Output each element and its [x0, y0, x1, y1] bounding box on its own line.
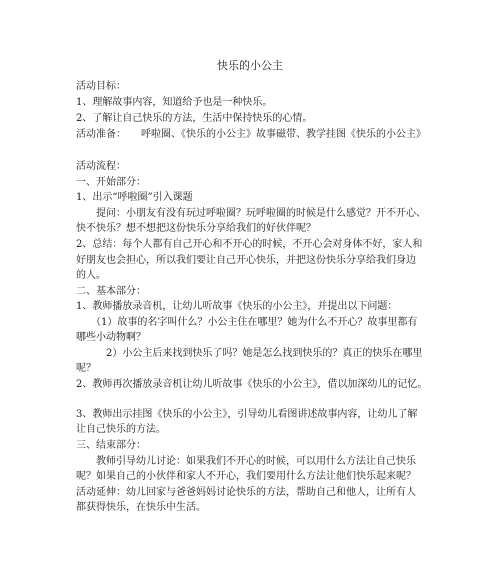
process-heading: 活动流程： — [76, 161, 126, 172]
part-1-item-2-line-1: 2、总结：每个人都有自己开心和不开心的时候，不开心会对身体不好，家人和 — [76, 239, 423, 250]
goal-2: 2、了解让自己快乐的方法，生活中保持快乐的心情。 — [76, 113, 313, 124]
part-2-question-1-line-2: 哪些小动物啊？ — [76, 332, 146, 343]
part-2-item-1: 1、教师播放录音机，让幼儿听故事《快乐的小公主》，并提出以下问题： — [76, 301, 398, 312]
part-2-question-2-line-1: 2）小公主后来找到快乐了吗？她是怎么找到快乐的？真正的快乐在哪里 — [76, 348, 423, 359]
preparation-line: 活动准备： 呼啦圈、《快乐的小公主》故事磁带、教学挂图《快乐的小公主》 — [76, 129, 426, 140]
extension-line-2: 都获得快乐，在快乐中生活。 — [76, 502, 206, 513]
document-title: 快乐的小公主 — [217, 59, 283, 72]
part-3-line-1: 教师引导幼儿讨论：如果我们不开心的时候，可以用什么方法让自己快乐 — [76, 456, 416, 467]
part-1-heading: 一、开始部分： — [76, 177, 146, 188]
goals-heading: 活动目标： — [76, 81, 126, 92]
part-1-item-2-line-2: 好朋友也会担心，所以我们要让自己开心快乐，并把这份快乐分享给我们身边 — [76, 255, 416, 266]
part-3-heading: 三、结束部分： — [76, 440, 146, 451]
part-2-item-2: 2、教师再次播放录音机让幼儿听故事《快乐的小公主》，借以加深幼儿的记忆。 — [76, 379, 428, 390]
part-2-heading: 二、基本部分： — [76, 286, 146, 297]
part-2-item-3-line-2: 让自己快乐的方法。 — [76, 424, 166, 435]
part-1-question-line-2: 快不快乐？想不想把这份快乐分享给我们的好伙伴呢？ — [76, 223, 316, 234]
part-3-line-2: 呢？如果自己的小伙伴和家人不开心，我们要用什么方法让他们快乐起来呢？ — [76, 471, 416, 482]
extension-line-1: 活动延伸：幼儿回家与爸爸妈妈讨论快乐的方法，帮助自己和他人，让所有人 — [76, 487, 416, 498]
part-1-item-2-line-3: 的人。 — [76, 270, 106, 281]
part-1-question-line-1: 提问：小朋友有没有玩过呼啦圈？玩呼啦圈的时候是什么感觉？开不开心、 — [76, 208, 426, 219]
part-2-question-2-line-2: 呢？ — [76, 363, 96, 374]
part-1-item-1: 1、出示“呼啦圈”引入课题 — [76, 192, 193, 203]
part-2-question-1-line-1: （1）故事的名字叫什么？小公主住在哪里？她为什么不开心？故事里都有 — [76, 317, 418, 328]
part-2-item-3-line-1: 3、教师出示挂图《快乐的小公主》，引导幼儿看图讲述故事内容，让幼儿了解 — [76, 409, 418, 420]
goal-1: 1、理解故事内容，知道给予也是一种快乐。 — [76, 97, 273, 108]
